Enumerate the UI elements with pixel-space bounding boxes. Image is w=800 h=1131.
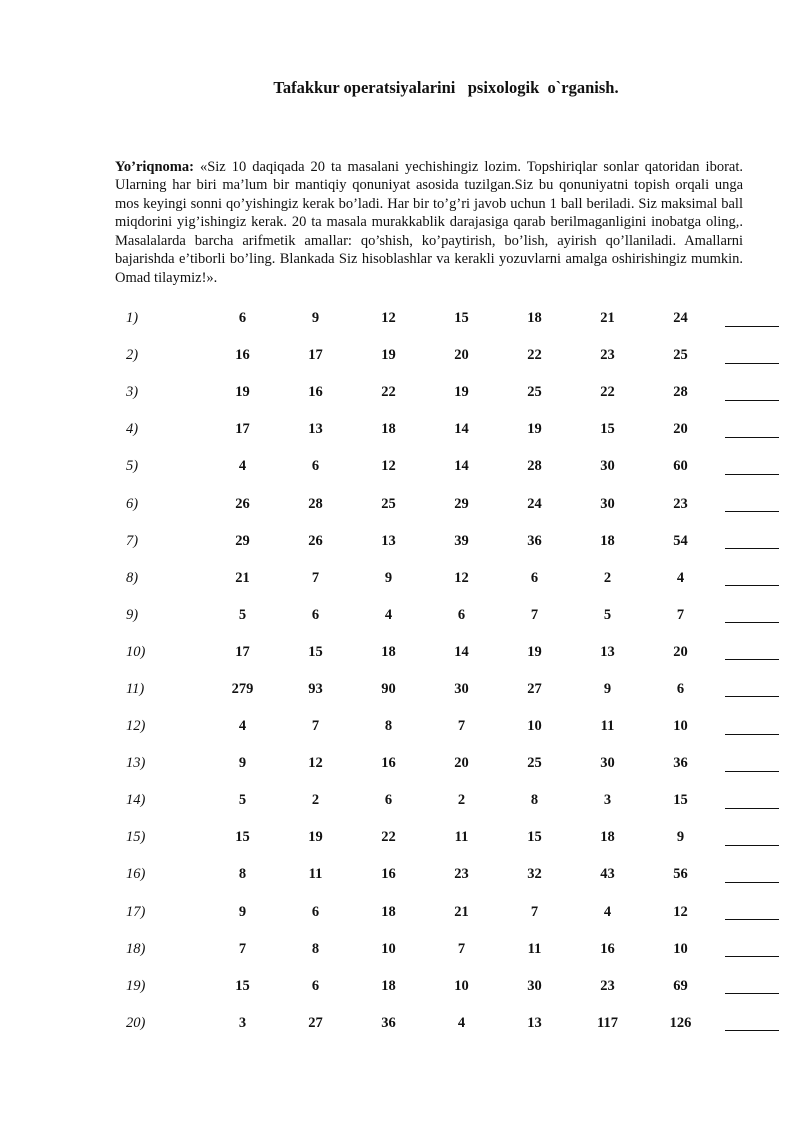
sequence-value: 5 — [238, 792, 247, 809]
sequence-value: 16 — [381, 866, 396, 883]
sequence-value: 25 — [527, 384, 542, 401]
sequence-value: 8 — [384, 718, 393, 735]
answer-blank-cell — [717, 708, 787, 745]
sequence-value: 19 — [308, 829, 323, 846]
sequence-value: 14 — [454, 643, 469, 660]
sequence-value: 7 — [311, 569, 320, 586]
sequence-value: 11 — [527, 940, 542, 957]
task-row — [110, 708, 787, 745]
sequence-value: 32 — [527, 866, 542, 883]
sequence-value: 27 — [527, 680, 542, 697]
task-number: 12) — [126, 718, 146, 735]
sequence-value: 30 — [527, 977, 542, 994]
sequence-value: 5 — [603, 606, 612, 623]
answer-blank[interactable] — [725, 979, 779, 994]
sequence-value: 21 — [454, 903, 469, 920]
answer-blank[interactable] — [725, 1016, 779, 1031]
task-number: 10) — [126, 643, 146, 660]
sequence-value: 26 — [308, 532, 323, 549]
task-number: 13) — [126, 755, 146, 772]
answer-blank[interactable] — [725, 645, 779, 660]
answer-blank[interactable] — [725, 349, 779, 364]
task-row — [110, 782, 787, 819]
sequence-value: 36 — [381, 1014, 396, 1031]
answer-blank-cell — [717, 931, 787, 968]
sequence-value: 69 — [673, 977, 688, 994]
sequence-value: 23 — [600, 347, 615, 364]
task-row — [110, 523, 787, 560]
task-row — [110, 597, 787, 634]
task-number: 3) — [126, 384, 139, 401]
sequence-value: 18 — [600, 532, 615, 549]
sequence-value: 16 — [381, 755, 396, 772]
answer-blank-cell — [717, 968, 787, 1005]
instruction-label: Yo’riqnoma: — [115, 158, 194, 175]
task-row — [110, 819, 787, 856]
sequence-value: 4 — [238, 718, 247, 735]
task-row — [110, 1005, 787, 1042]
sequence-value: 30 — [600, 755, 615, 772]
task-number: 8) — [126, 569, 139, 586]
sequence-value: 8 — [311, 940, 320, 957]
sequence-value: 9 — [238, 903, 247, 920]
sequence-value: 18 — [381, 903, 396, 920]
answer-blank-cell — [717, 374, 787, 411]
sequence-value: 9 — [676, 829, 685, 846]
sequence-value: 25 — [527, 755, 542, 772]
sequence-value: 18 — [381, 977, 396, 994]
sequence-value: 36 — [673, 755, 688, 772]
sequence-value: 4 — [384, 606, 393, 623]
sequence-value: 7 — [676, 606, 685, 623]
sequence-value: 4 — [238, 458, 247, 475]
task-number: 18) — [126, 940, 146, 957]
task-number: 1) — [126, 310, 139, 327]
sequence-value: 6 — [238, 310, 247, 327]
answer-blank[interactable] — [725, 312, 779, 327]
sequence-value: 11 — [454, 829, 469, 846]
task-row — [110, 634, 787, 671]
sequence-value: 15 — [235, 829, 250, 846]
sequence-value: 13 — [527, 1014, 542, 1031]
sequence-value: 18 — [381, 421, 396, 438]
sequence-value: 19 — [527, 421, 542, 438]
sequence-value: 8 — [530, 792, 539, 809]
sequence-value: 4 — [603, 903, 612, 920]
answer-blank-cell — [717, 411, 787, 448]
sequence-value: 28 — [527, 458, 542, 475]
sequence-value: 19 — [454, 384, 469, 401]
sequence-value: 2 — [457, 792, 466, 809]
sequence-value: 6 — [311, 903, 320, 920]
sequence-value: 24 — [527, 495, 542, 512]
answer-blank-cell — [717, 671, 787, 708]
sequence-value: 7 — [238, 940, 247, 957]
sequence-value: 9 — [311, 310, 320, 327]
sequence-value: 15 — [673, 792, 688, 809]
answer-blank[interactable] — [725, 460, 779, 475]
task-number: 9) — [126, 606, 139, 623]
answer-blank-cell — [717, 337, 787, 374]
answer-blank-cell — [717, 448, 787, 485]
task-row — [110, 448, 787, 485]
sequence-value: 279 — [231, 680, 254, 697]
task-number: 20) — [126, 1014, 146, 1031]
answer-blank[interactable] — [725, 682, 779, 697]
sequence-value: 12 — [381, 458, 396, 475]
sequence-value: 4 — [457, 1014, 466, 1031]
sequence-value: 39 — [454, 532, 469, 549]
answer-blank-cell — [717, 597, 787, 634]
sequence-value: 18 — [527, 310, 542, 327]
sequence-value: 13 — [308, 421, 323, 438]
sequence-value: 23 — [454, 866, 469, 883]
sequence-value: 9 — [603, 680, 612, 697]
answer-blank-cell — [717, 560, 787, 597]
sequence-value: 16 — [308, 384, 323, 401]
sequence-value: 25 — [381, 495, 396, 512]
answer-blank[interactable] — [725, 831, 779, 846]
task-number: 19) — [126, 977, 146, 994]
sequence-value: 29 — [235, 532, 250, 549]
sequence-value: 12 — [381, 310, 396, 327]
task-number: 6) — [126, 495, 139, 512]
task-number: 16) — [126, 866, 146, 883]
answer-blank-cell — [717, 523, 787, 560]
task-row — [110, 411, 787, 448]
task-number: 4) — [126, 421, 139, 438]
sequence-value: 15 — [600, 421, 615, 438]
sequence-value: 7 — [311, 718, 320, 735]
sequence-value: 20 — [673, 643, 688, 660]
task-row — [110, 374, 787, 411]
sequence-value: 7 — [530, 903, 539, 920]
sequence-value: 10 — [673, 718, 688, 735]
sequence-value: 22 — [600, 384, 615, 401]
sequence-value: 10 — [673, 940, 688, 957]
sequence-value: 30 — [454, 680, 469, 697]
answer-blank[interactable] — [725, 608, 779, 623]
sequence-value: 15 — [527, 829, 542, 846]
task-row — [110, 968, 787, 1005]
sequence-value: 21 — [235, 569, 250, 586]
answer-blank[interactable] — [725, 497, 779, 512]
sequence-value: 14 — [454, 421, 469, 438]
sequence-value: 43 — [600, 866, 615, 883]
task-row — [110, 894, 787, 931]
answer-blank-cell — [717, 782, 787, 819]
sequence-value: 15 — [235, 977, 250, 994]
sequence-value: 6 — [457, 606, 466, 623]
sequence-value: 18 — [600, 829, 615, 846]
sequence-value: 28 — [673, 384, 688, 401]
sequence-value: 28 — [308, 495, 323, 512]
sequence-value: 30 — [600, 495, 615, 512]
task-number: 7) — [126, 532, 139, 549]
sequence-value: 22 — [381, 829, 396, 846]
answer-blank-cell — [717, 300, 787, 337]
sequence-value: 5 — [238, 606, 247, 623]
sequence-value: 117 — [597, 1014, 618, 1031]
sequence-value: 9 — [384, 569, 393, 586]
sequence-value: 36 — [527, 532, 542, 549]
task-number: 17) — [126, 903, 146, 920]
sequence-value: 30 — [600, 458, 615, 475]
answer-blank[interactable] — [725, 868, 779, 883]
sequence-value: 2 — [311, 792, 320, 809]
sequence-value: 25 — [673, 347, 688, 364]
task-table — [110, 300, 787, 1042]
page-title: Tafakkur operatsiyalarini psixologik o`rganish. — [273, 78, 619, 97]
answer-blank[interactable] — [725, 386, 779, 401]
sequence-value: 60 — [673, 458, 688, 475]
sequence-value: 12 — [308, 755, 323, 772]
sequence-value: 6 — [311, 458, 320, 475]
task-row — [110, 485, 787, 522]
task-row — [110, 560, 787, 597]
sequence-value: 8 — [238, 866, 247, 883]
sequence-value: 23 — [600, 977, 615, 994]
sequence-value: 19 — [527, 643, 542, 660]
task-row — [110, 931, 787, 968]
answer-blank[interactable] — [725, 905, 779, 920]
task-row — [110, 856, 787, 893]
answer-blank-cell — [717, 634, 787, 671]
sequence-value: 20 — [454, 755, 469, 772]
sequence-value: 9 — [238, 755, 247, 772]
sequence-value: 17 — [308, 347, 323, 364]
sequence-value: 90 — [381, 680, 396, 697]
sequence-value: 22 — [527, 347, 542, 364]
sequence-value: 54 — [673, 532, 688, 549]
instruction-paragraph — [115, 158, 743, 288]
sequence-value: 4 — [676, 569, 685, 586]
sequence-value: 7 — [457, 718, 466, 735]
sequence-value: 13 — [600, 643, 615, 660]
sequence-value: 19 — [381, 347, 396, 364]
sequence-value: 6 — [311, 977, 320, 994]
sequence-value: 21 — [600, 310, 615, 327]
sequence-value: 7 — [457, 940, 466, 957]
sequence-value: 20 — [673, 421, 688, 438]
sequence-value: 16 — [235, 347, 250, 364]
sequence-value: 6 — [676, 680, 685, 697]
task-number: 15) — [126, 829, 146, 846]
task-number: 2) — [126, 347, 139, 364]
task-row — [110, 745, 787, 782]
sequence-value: 13 — [381, 532, 396, 549]
answer-blank[interactable] — [725, 571, 779, 586]
sequence-value: 15 — [454, 310, 469, 327]
answer-blank[interactable] — [725, 423, 779, 438]
answer-blank[interactable] — [725, 757, 779, 772]
answer-blank[interactable] — [725, 534, 779, 549]
sequence-value: 23 — [673, 495, 688, 512]
sequence-value: 11 — [600, 718, 615, 735]
answer-blank[interactable] — [725, 942, 779, 957]
sequence-value: 10 — [381, 940, 396, 957]
sequence-value: 3 — [238, 1014, 247, 1031]
sequence-value: 22 — [381, 384, 396, 401]
sequence-value: 15 — [308, 643, 323, 660]
task-row — [110, 337, 787, 374]
sequence-value: 7 — [530, 606, 539, 623]
task-number: 5) — [126, 458, 139, 475]
sequence-value: 26 — [235, 495, 250, 512]
sequence-value: 3 — [603, 792, 612, 809]
sequence-value: 20 — [454, 347, 469, 364]
sequence-value: 56 — [673, 866, 688, 883]
task-row — [110, 300, 787, 337]
sequence-value: 17 — [235, 643, 250, 660]
sequence-value: 6 — [530, 569, 539, 586]
sequence-value: 11 — [308, 866, 323, 883]
sequence-value: 27 — [308, 1014, 323, 1031]
instruction-text: «Siz 10 daqiqada 20 ta masalani yechishingiz lozim. Topshiriqlar sonlar qatoridan iborat. Ularning har biri ma’lum bir mantiqiy qonuniyat asosida tuzilgan.Siz bu qonuniyatni topish orqali unga mos keyingi sonni qo’yishingiz kerak bo’ladi. Har bir to’g’ri javob uchun 1 ball beriladi. Siz maksimal ball miqdorini yig’ishingiz kerak. 20 ta masala murakkablik darajasiga qarab berilmaganligini inobatga oling,. Masalalarda barcha arifmetik amallar: qo’shish, ko’paytirish, bo’lish, ayirish qo’llaniladi. Amallarni bajarishda e’tiborli bo’ling. Blankada Siz hisoblashlar va kerakli yozuvlarni amalga oshirishingiz mumkin. Omad tilaymiz!». — [115, 158, 743, 287]
sequence-value: 17 — [235, 421, 250, 438]
sequence-value: 16 — [600, 940, 615, 957]
task-row — [110, 671, 787, 708]
task-number: 14) — [126, 792, 146, 809]
answer-blank[interactable] — [725, 720, 779, 735]
answer-blank-cell — [717, 485, 787, 522]
answer-blank-cell — [717, 894, 787, 931]
sequence-value: 2 — [603, 569, 612, 586]
answer-blank[interactable] — [725, 794, 779, 809]
sequence-value: 14 — [454, 458, 469, 475]
sequence-value: 93 — [308, 680, 323, 697]
sequence-value: 19 — [235, 384, 250, 401]
answer-blank-cell — [717, 1005, 787, 1042]
sequence-value: 12 — [673, 903, 688, 920]
task-number: 11) — [126, 680, 145, 697]
sequence-value: 24 — [673, 310, 688, 327]
answer-blank-cell — [717, 819, 787, 856]
sequence-value: 10 — [454, 977, 469, 994]
sequence-value: 6 — [384, 792, 393, 809]
sequence-value: 6 — [311, 606, 320, 623]
sequence-value: 126 — [669, 1014, 692, 1031]
answer-blank-cell — [717, 856, 787, 893]
sequence-value: 18 — [381, 643, 396, 660]
answer-blank-cell — [717, 745, 787, 782]
sequence-value: 10 — [527, 718, 542, 735]
sequence-value: 29 — [454, 495, 469, 512]
sequence-value: 12 — [454, 569, 469, 586]
